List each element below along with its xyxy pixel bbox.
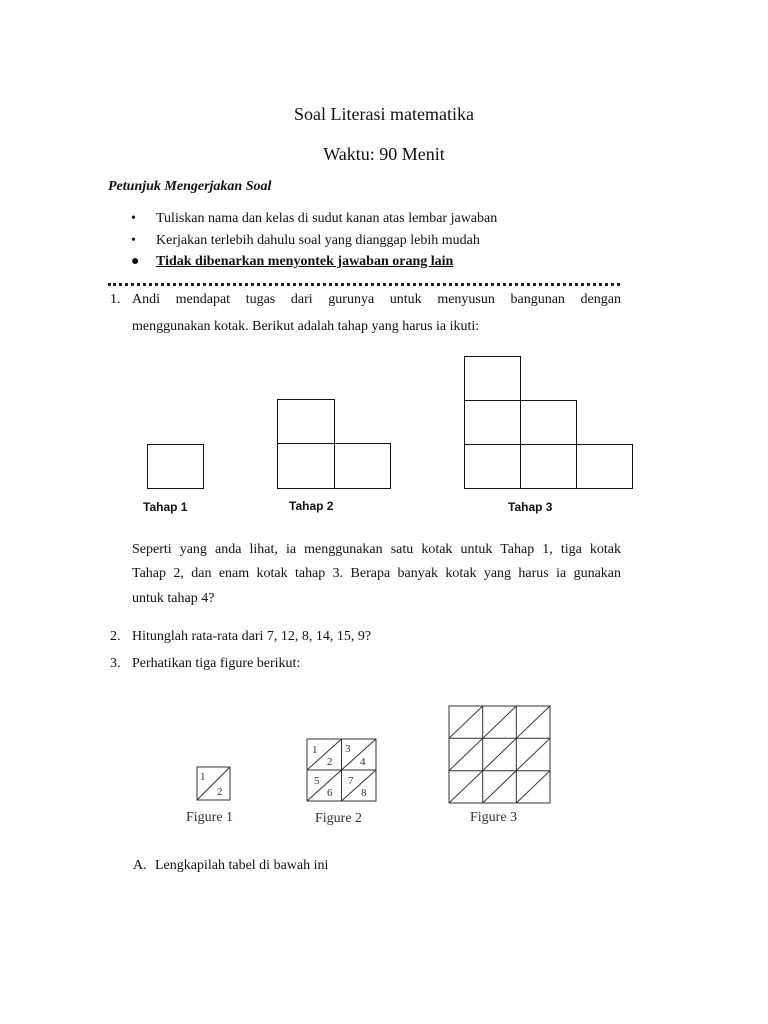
stage-2-box — [277, 443, 335, 489]
stage-1-label: Tahap 1 — [143, 500, 188, 514]
figure-3-diagram — [448, 705, 552, 805]
stage-3-box — [464, 400, 521, 445]
figure-1-caption: Figure 1 — [186, 810, 234, 825]
figure-3-caption: Figure 3 — [470, 810, 518, 825]
stage-3-box — [464, 444, 521, 489]
time-limit: Waktu: 90 Menit — [323, 144, 445, 164]
stage-3-box — [576, 444, 633, 489]
figure-1-diagram — [196, 766, 232, 802]
question-3-text: Perhatikan tiga figure berikut: — [132, 656, 301, 671]
stage-3-box — [520, 400, 577, 445]
question-1-paragraph: untuk tahap 4? — [132, 591, 215, 606]
stage-3-box — [520, 444, 577, 489]
question-1-paragraph: Seperti yang anda lihat, ia menggunakan satu kotak untuk Tahap 1, tiga kotak — [132, 542, 621, 557]
figure-2-number: 7 — [348, 775, 354, 787]
question-number: 1. — [110, 292, 121, 307]
stage-1-box — [147, 444, 204, 489]
bullet-icon: • — [131, 211, 136, 226]
stage-2-label: Tahap 2 — [289, 499, 334, 513]
question-number: 3. — [110, 656, 121, 671]
figure-2-diagram — [306, 738, 378, 804]
sub-question-a-text: Lengkapilah tabel di bawah ini — [155, 858, 329, 873]
figure-2-number: 2 — [327, 756, 333, 768]
sub-question-label: A. — [133, 858, 147, 873]
question-1-text-cont: menggunakan kotak. Berikut adalah tahap yang harus ia ikuti: — [132, 319, 480, 334]
figure-2-caption: Figure 2 — [315, 811, 363, 826]
stage-2-box — [277, 399, 335, 444]
bullet-icon: • — [131, 233, 136, 248]
figure-2-number: 1 — [312, 744, 318, 756]
figure-1-number: 2 — [217, 786, 223, 798]
question-2-text: Hitunglah rata-rata dari 7, 12, 8, 14, 15, 9? — [132, 629, 372, 644]
question-1-text: Andi mendapat tugas dari gurunya untuk menyusun bangunan dengan — [132, 292, 621, 307]
stage-3-label: Tahap 3 — [508, 500, 553, 514]
figure-2-number: 4 — [360, 756, 366, 768]
figure-2-number: 3 — [345, 743, 351, 755]
bullet-icon: ● — [131, 254, 140, 269]
figure-2-number: 8 — [361, 787, 367, 799]
stage-2-box — [334, 443, 391, 489]
question-1-paragraph: Tahap 2, dan enam kotak tahap 3. Berapa banyak kotak yang harus ia gunakan — [132, 566, 621, 581]
figure-1-number: 1 — [200, 771, 206, 783]
instructions-heading: Petunjuk Mengerjakan Soal — [108, 179, 272, 194]
stage-3-box — [464, 356, 521, 401]
figure-2-number: 5 — [314, 775, 320, 787]
page-title: Soal Literasi matematika — [294, 104, 474, 124]
question-number: 2. — [110, 629, 121, 644]
figure-2-number: 6 — [327, 787, 333, 799]
dotted-separator — [108, 283, 620, 286]
